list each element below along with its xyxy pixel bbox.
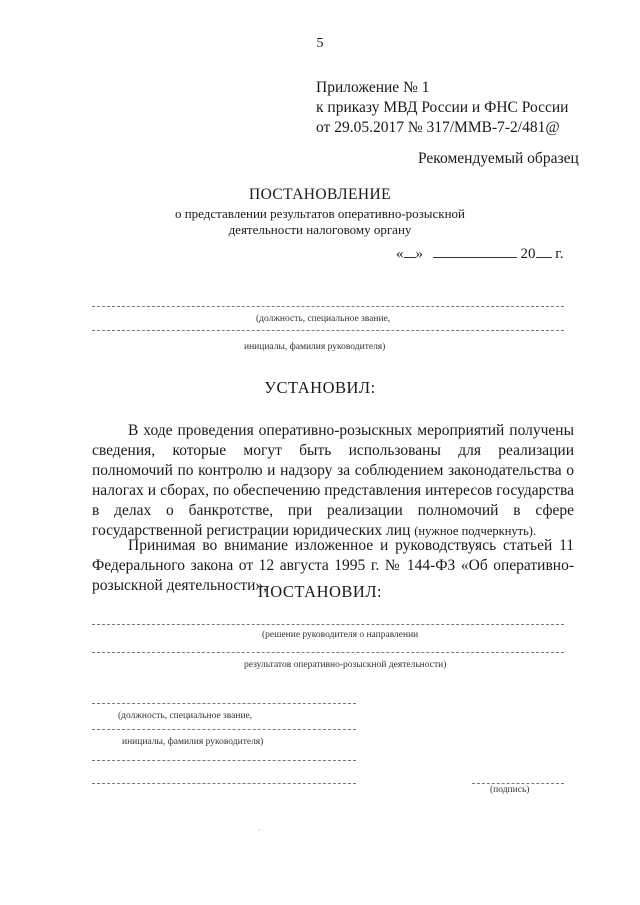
caption-initials-name-2: инициалы, фамилия руководителя) (122, 737, 264, 747)
appendix-line-2: к приказу МВД России и ФНС России (316, 99, 569, 116)
established-heading: УСТАНОВИЛ: (264, 378, 376, 397)
paragraph-findings (92, 421, 574, 541)
appendix-line-1: Приложение № 1 (316, 79, 430, 96)
blank-line (92, 306, 564, 307)
month-blank (433, 245, 517, 258)
page-number: 5 (316, 36, 324, 51)
scan-speck: · (258, 826, 261, 835)
year-prefix: 20 (520, 246, 536, 262)
caption-position-rank-2: (должность, специальное звание, (118, 711, 253, 721)
caption-decision: (решение руководителя о направлении (262, 630, 419, 640)
blank-line (92, 783, 356, 784)
document-title: ПОСТАНОВЛЕНИЕ (249, 186, 391, 203)
paragraph-findings-note: (нужное подчеркнуть). (414, 523, 537, 538)
appendix-line-3: от 29.05.2017 № 317/ММВ-7-2/481@ (316, 119, 560, 136)
date-field (396, 245, 563, 263)
blank-line (92, 624, 564, 625)
signature-line (472, 783, 564, 784)
decided-heading: ПОСТАНОВИЛ: (257, 582, 383, 601)
paragraph-legal-basis: Принимая во внимание изложенное и руководствуясь статьей 11 Федерального закона от 12 августа 1995 г. № 144-ФЗ «Об оперативно-розыскной деятельности», (92, 536, 574, 594)
subtitle-line-1: о представлении результатов оперативно-розыскной (174, 206, 466, 221)
subtitle-line-2: деятельности налоговому органу (228, 222, 412, 237)
document-subtitle (0, 206, 640, 238)
blank-line (92, 330, 564, 331)
caption-results: результатов оперативно-розыскной деятельности) (244, 660, 447, 670)
recommended-sample-label: Рекомендуемый образец (418, 150, 579, 167)
caption-signature: (подпись) (490, 785, 530, 795)
blank-line (92, 703, 356, 704)
year-blank (536, 245, 552, 258)
blank-line (92, 729, 356, 730)
blank-line (92, 760, 356, 761)
caption-initials-name: инициалы, фамилия руководителя) (244, 342, 386, 352)
appendix-block (316, 78, 568, 138)
blank-line (92, 652, 564, 653)
paragraph-findings-text: В ходе проведения оперативно-розыскных мероприятий получены сведения, которые могут быть использованы для реализации полномочий по контролю и надзору за соблюдением законодательства о налогах и сборах, по обеспечению представления интересов государства в делах о банкротстве, при реализации полномочий в сфере государственной регистрации юридических лиц (92, 421, 574, 539)
date-quote-open: « (396, 246, 404, 262)
caption-position-rank: (должность, специальное звание, (256, 314, 391, 324)
year-suffix: г. (555, 246, 564, 262)
date-quote-close: » (415, 246, 423, 262)
day-blank (404, 245, 416, 258)
